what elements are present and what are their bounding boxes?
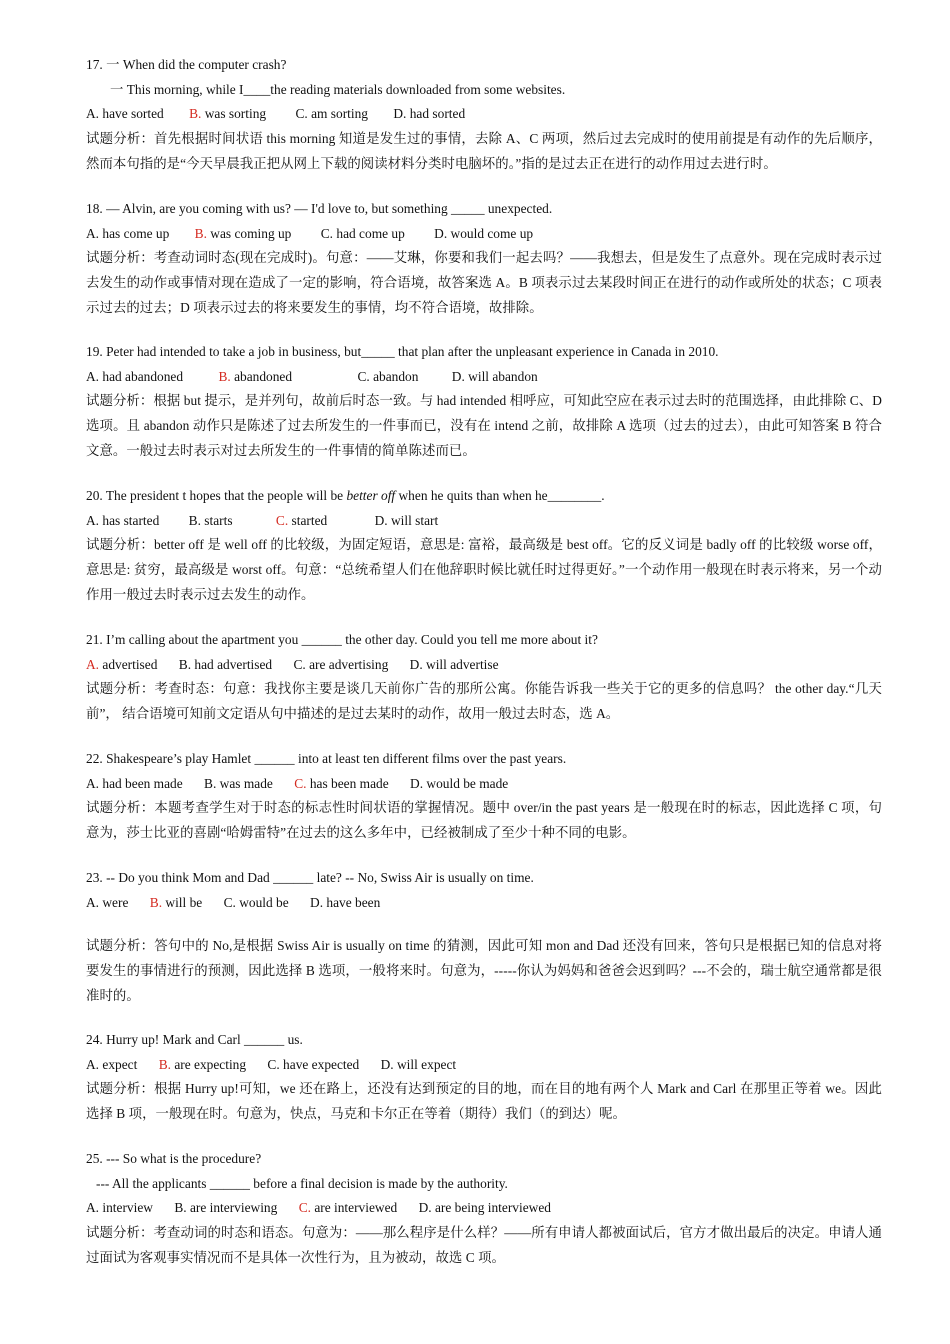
option-a: A. have sorted — [86, 106, 164, 122]
question-24 — [86, 1028, 882, 1127]
option-a: A. had abandoned — [86, 368, 184, 384]
option-d: D. will expect — [380, 1056, 457, 1072]
option-letter: B. — [204, 775, 217, 791]
option-letter-correct: B. — [149, 894, 163, 910]
analysis-text: 试题分析：根据 Hurry up!可知，we 还在路上，还没有达到预定的目的地，而在目的地有两个人 Mark and Carl 在那里正等着 we。因此选择 B 项，一般现在时。句意为，快点，马克和卡尔正在等着（期待）我们（的到达）呢。 — [86, 1081, 882, 1122]
option-letter-correct: C. — [298, 1200, 311, 1216]
question-stem: 19. Peter had intended to take a job in business, but_____ that plan after the unpleasant experience in Canada in 2010. — [86, 344, 719, 359]
option-b: B. was coming up — [194, 225, 292, 241]
option-b: B. was sorting — [189, 106, 267, 122]
option-letter: D. — [380, 1056, 394, 1072]
option-letter: C. — [267, 1056, 280, 1072]
question-stem: 18. — Alvin, are you coming with us? — I'd love to, but something _____ unexpected. — [86, 201, 553, 216]
analysis-text: 试题分析：本题考查学生对于时态的标志性时间状语的掌握情况。题中 over/in the past years 是一般现在时的标志，因此选择 C 项，句意为，莎士比亚的喜剧“哈姆雷特”在过去的这么多年中，已经被制成了至少十种不同的电影。 — [86, 800, 882, 841]
option-c: C. would be — [223, 894, 289, 910]
question-21 — [86, 628, 882, 727]
option-c: C. am sorting — [295, 106, 368, 122]
option-letter-correct: C. — [294, 775, 307, 791]
option-c: C. are interviewed — [298, 1200, 398, 1216]
options-row — [86, 1053, 882, 1078]
option-b: B. abandoned — [218, 368, 293, 384]
option-letter: A. — [86, 106, 100, 122]
option-d: D. have been — [310, 894, 381, 910]
question-stem: 22. Shakespeare’s play Hamlet ______ into at least ten different films over the past years. — [86, 751, 567, 766]
options-row — [86, 772, 882, 797]
option-a: A. has started — [86, 512, 160, 528]
option-a: A. advertised — [86, 656, 158, 672]
question-stem: 23. -- Do you think Mom and Dad ______ late? -- No, Swiss Air is usually on time. — [86, 870, 534, 885]
option-c: C. are advertising — [293, 656, 389, 672]
option-letter: B. — [174, 1200, 187, 1216]
option-letter-correct: B. — [218, 368, 231, 384]
option-letter: A. — [86, 894, 100, 910]
option-letter: C. — [293, 656, 306, 672]
option-d: D. would come up — [434, 225, 534, 241]
option-letter-correct: C. — [275, 512, 289, 528]
option-letter: C. — [223, 894, 236, 910]
option-letter: A. — [86, 368, 100, 384]
question-stem: 21. I’m calling about the apartment you ______ the other day. Could you tell me more about it? — [86, 632, 598, 647]
option-letter: D. — [374, 512, 388, 528]
question-22 — [86, 747, 882, 846]
question-19 — [86, 340, 882, 464]
question-23 — [86, 866, 882, 1009]
option-letter: D. — [451, 368, 465, 384]
option-letter: A. — [86, 512, 100, 528]
question-25 — [86, 1147, 882, 1271]
analysis-text: 试题分析：答句中的 No,是根据 Swiss Air is usually on time 的猜测，因此可知 mon and Dad 还没有回来，答句只是根据已知的信息对将要发生的事情进行的预测，因此选择 B 选项，一般将来时。句意为，-----你认为妈妈和爸爸会迟到吗？---不会的，瑞士航空通常都是很准时的。 — [86, 938, 882, 1003]
option-b: B. was made — [204, 775, 273, 791]
option-letter-correct: A. — [86, 656, 100, 672]
option-b: B. had advertised — [178, 656, 273, 672]
option-letter: D. — [418, 1200, 432, 1216]
option-letter: A. — [86, 225, 100, 241]
options-row — [86, 222, 882, 247]
option-a: A. interview — [86, 1200, 153, 1216]
option-d: D. will advertise — [409, 656, 499, 672]
options-row — [86, 102, 882, 127]
analysis-text: 试题分析：考查时态：句意：我找你主要是谈几天前你广告的那所公寓。你能告诉我一些关于它的更多的信息吗？ the other day.“几天前”， 结合语境可知前文定语从句中描述的是过去某时的动作，故用一般过去时态，选 A。 — [86, 681, 882, 722]
options-row — [86, 1196, 882, 1221]
option-letter: D. — [409, 656, 423, 672]
option-letter: C. — [295, 106, 308, 122]
question-20 — [86, 484, 882, 608]
question-17 — [86, 53, 882, 177]
option-b: B. will be — [149, 894, 203, 910]
option-d: D. are being interviewed — [418, 1200, 551, 1216]
option-letter-correct: B. — [189, 106, 202, 122]
option-d: D. would be made — [410, 775, 509, 791]
option-a: A. has come up — [86, 225, 170, 241]
option-a: A. had been made — [86, 775, 183, 791]
option-letter: C. — [357, 368, 370, 384]
option-d: D. had sorted — [393, 106, 466, 122]
question-18 — [86, 197, 882, 321]
options-row — [86, 653, 882, 678]
option-letter: B. — [188, 512, 201, 528]
option-letter: D. — [434, 225, 448, 241]
question-stem: 17. 一 When did the computer crash? — [86, 57, 287, 72]
option-letter: A. — [86, 775, 100, 791]
options-row — [86, 891, 882, 916]
option-letter: A. — [86, 1200, 100, 1216]
option-letter-correct: B. — [158, 1056, 171, 1072]
option-letter: B. — [178, 656, 192, 672]
analysis-text: 试题分析：根据 but 提示，是并列句，故前后时态一致。与 had intended 相呼应，可知此空应在表示过去时的范围选择，由此排除 C、D 选项。且 abandon 动作只是陈述了过去所发生的一件事而已，没有在 intend 之前，故排除 A 选项（过去的过去），由此可知答案 B 符合文意。一般过去时表示对过去所发生的一件事情的简单陈述而已。 — [86, 393, 882, 458]
option-d: D. will start — [374, 512, 439, 528]
option-b: B. are interviewing — [174, 1200, 278, 1216]
analysis-text: 试题分析：考查动词时态(现在完成时)。句意：——艾琳，你要和我们一起去吗？——我想去，但是发生了点意外。现在完成时表示过去发生的动作或事情对现在造成了一定的影响，符合语境，故答案选 A。B 项表示过去某段时间正在进行的动作或所处的状态；C 项表示过去的过去；D 项表示过去的将来要发生的事情，均不符合语境，故排除。 — [86, 250, 882, 315]
option-c: C. abandon — [357, 368, 419, 384]
emphasis-phrase: better off — [346, 488, 396, 503]
option-d: D. will abandon — [451, 368, 538, 384]
option-letter: D. — [393, 106, 407, 122]
analysis-text: 试题分析：首先根据时间状语 this morning 知道是发生过的事情，去除 A、C 两项，然后过去完成时的使用前提是有动作的先后顺序，然而本句指的是“今天早晨我正把从网上下载的阅读材料分类时电脑坏的。”指的是过去正在进行的动作用过去进行时。 — [86, 131, 882, 171]
option-a: A. expect — [86, 1056, 138, 1072]
question-stem: --- All the applicants ______ before a final decision is made by the authority. — [96, 1175, 508, 1191]
question-stem: 一 This morning, while I____the reading materials downloaded from some websites. — [110, 81, 566, 97]
option-c: C. has been made — [294, 775, 389, 791]
analysis-text: 试题分析：考查动词的时态和语态。句意为：——那么程序是什么样？——所有申请人都被面试后，官方才做出最后的决定。申请人通过面试为客观事实情况而不是具体一次性行为，且为被动，故选 C 项。 — [86, 1225, 882, 1265]
question-stem: 20. The president t hopes that the people will be better off when he quits than when he________. — [86, 488, 605, 503]
option-c: C. have expected — [267, 1056, 360, 1072]
question-stem: 24. Hurry up! Mark and Carl ______ us. — [86, 1032, 303, 1047]
option-c: C. had come up — [320, 225, 405, 241]
analysis-text: 试题分析：better off 是 well off 的比较级，为固定短语，意思是: 富裕，最高级是 best off。它的反义词是 badly off 的比较级 worse off，意思是: 贫穷，最高级是 worst off。句意：“总统希望人们在他辞职时候比就任时过得更好。”一个动作用一般现在时表示将来，另一个动作用一般过去时表示过去发生的动作。 — [86, 537, 882, 602]
option-letter: A. — [86, 1056, 100, 1072]
option-letter: D. — [410, 775, 424, 791]
option-b: B. starts — [188, 512, 233, 528]
options-row — [86, 509, 882, 534]
option-letter: C. — [320, 225, 334, 241]
question-stem: 25. --- So what is the procedure? — [86, 1151, 262, 1166]
options-row — [86, 365, 882, 390]
option-c: C. started — [275, 512, 328, 528]
option-letter-correct: B. — [194, 225, 207, 241]
option-a: A. were — [86, 894, 129, 910]
option-letter: D. — [310, 894, 324, 910]
option-b: B. are expecting — [158, 1056, 247, 1072]
